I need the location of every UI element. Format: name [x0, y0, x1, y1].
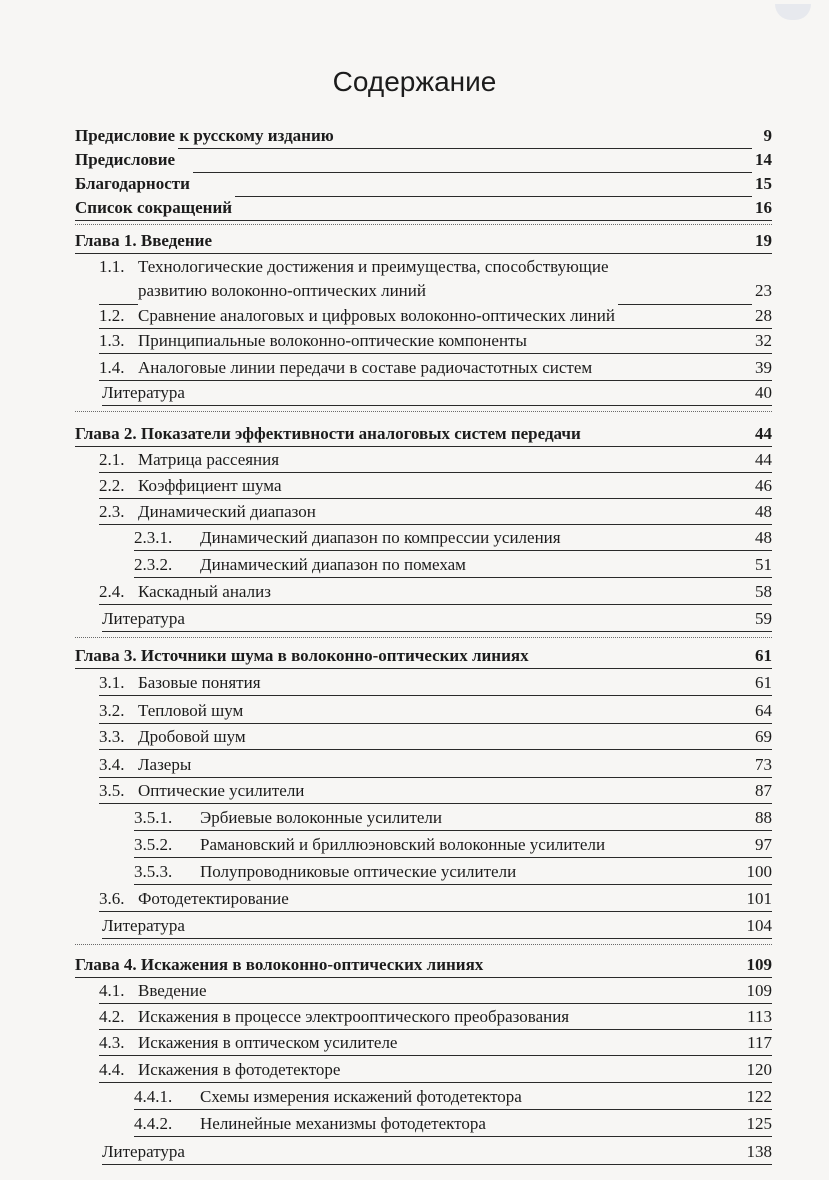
- toc-entry-literature-4[interactable]: Литература 138: [0, 1140, 829, 1166]
- toc-entry-preface-russian[interactable]: Предисловие к русскому изданию 9: [0, 124, 829, 150]
- toc-entry-3-2[interactable]: 3.2. Тепловой шум 64: [0, 699, 829, 725]
- toc-entry-3-4[interactable]: 3.4. Лазеры 73: [0, 753, 829, 779]
- toc-entry-2-3-2[interactable]: 2.3.2. Динамический диапазон по помехам 51: [0, 553, 829, 579]
- toc-entry-4-4[interactable]: 4.4. Искажения в фотодетекторе 120: [0, 1058, 829, 1084]
- toc-entry-literature-2[interactable]: Литература 59: [0, 607, 829, 633]
- toc-entry-3-3[interactable]: 3.3. Дробовой шум 69: [0, 725, 829, 751]
- toc-entry-1-1[interactable]: 1.1. Технологические достижения и преимущества, способствующие развитию волоконно-оптических линий 23: [0, 255, 829, 307]
- toc-chapter-3[interactable]: Глава 3. Источники шума в волоконно-оптических линиях 61: [0, 644, 829, 670]
- toc-entry-3-1[interactable]: 3.1. Базовые понятия 61: [0, 671, 829, 697]
- section-divider: [75, 637, 772, 638]
- toc-entry-2-3[interactable]: 2.3. Динамический диапазон 48: [0, 500, 829, 526]
- toc-entry-4-4-1[interactable]: 4.4.1. Схемы измерения искажений фотодетектора 122: [0, 1085, 829, 1111]
- toc-entry-4-2[interactable]: 4.2. Искажения в процессе электрооптического преобразования 113: [0, 1005, 829, 1031]
- toc-entry-literature-3[interactable]: Литература 104: [0, 914, 829, 940]
- toc-entry-3-5-1[interactable]: 3.5.1. Эрбиевые волоконные усилители 88: [0, 806, 829, 832]
- toc-entry-preface[interactable]: Предисловие 14: [0, 148, 829, 174]
- toc-entry-4-1[interactable]: 4.1. Введение 109: [0, 979, 829, 1005]
- toc-entry-1-3[interactable]: 1.3. Принципиальные волоконно-оптические компоненты 32: [0, 329, 829, 355]
- toc-chapter-1[interactable]: Глава 1. Введение 19: [0, 229, 829, 255]
- toc-entry-4-3[interactable]: 4.3. Искажения в оптическом усилителе 117: [0, 1031, 829, 1057]
- toc-entry-3-5-2[interactable]: 3.5.2. Рамановский и бриллюэновский волоконные усилители 97: [0, 833, 829, 859]
- toc-entry-literature-1[interactable]: Литература 40: [0, 381, 829, 407]
- section-divider: [75, 411, 772, 412]
- toc-entry-3-5[interactable]: 3.5. Оптические усилители 87: [0, 779, 829, 805]
- toc-entry-2-2[interactable]: 2.2. Коэффициент шума 46: [0, 474, 829, 500]
- toc-chapter-4[interactable]: Глава 4. Искажения в волоконно-оптических линиях 109: [0, 953, 829, 979]
- toc-entry-3-6[interactable]: 3.6. Фотодетектирование 101: [0, 887, 829, 913]
- toc-entry-1-4[interactable]: 1.4. Аналоговые линии передачи в составе радиочастотных систем 39: [0, 356, 829, 382]
- toc-chapter-2[interactable]: Глава 2. Показатели эффективности аналоговых систем передачи 44: [0, 422, 829, 448]
- toc-entry-2-4[interactable]: 2.4. Каскадный анализ 58: [0, 580, 829, 606]
- toc-entry-3-5-3[interactable]: 3.5.3. Полупроводниковые оптические усилители 100: [0, 860, 829, 886]
- section-divider: [75, 224, 772, 225]
- toc-entry-4-4-2[interactable]: 4.4.2. Нелинейные механизмы фотодетектора 125: [0, 1112, 829, 1138]
- page-title: Содержание: [332, 66, 497, 97]
- toc-entry-acknowledgements[interactable]: Благодарности 15: [0, 172, 829, 198]
- toc-entry-2-1[interactable]: 2.1. Матрица рассеяния 44: [0, 448, 829, 474]
- toc-entry-1-2[interactable]: 1.2. Сравнение аналоговых и цифровых волоконно-оптических линий 28: [0, 304, 829, 330]
- section-divider: [75, 944, 772, 945]
- toc-entry-2-3-1[interactable]: 2.3.1. Динамический диапазон по компрессии усиления 48: [0, 526, 829, 552]
- toc-entry-abbreviations[interactable]: Список сокращений 16: [0, 196, 829, 222]
